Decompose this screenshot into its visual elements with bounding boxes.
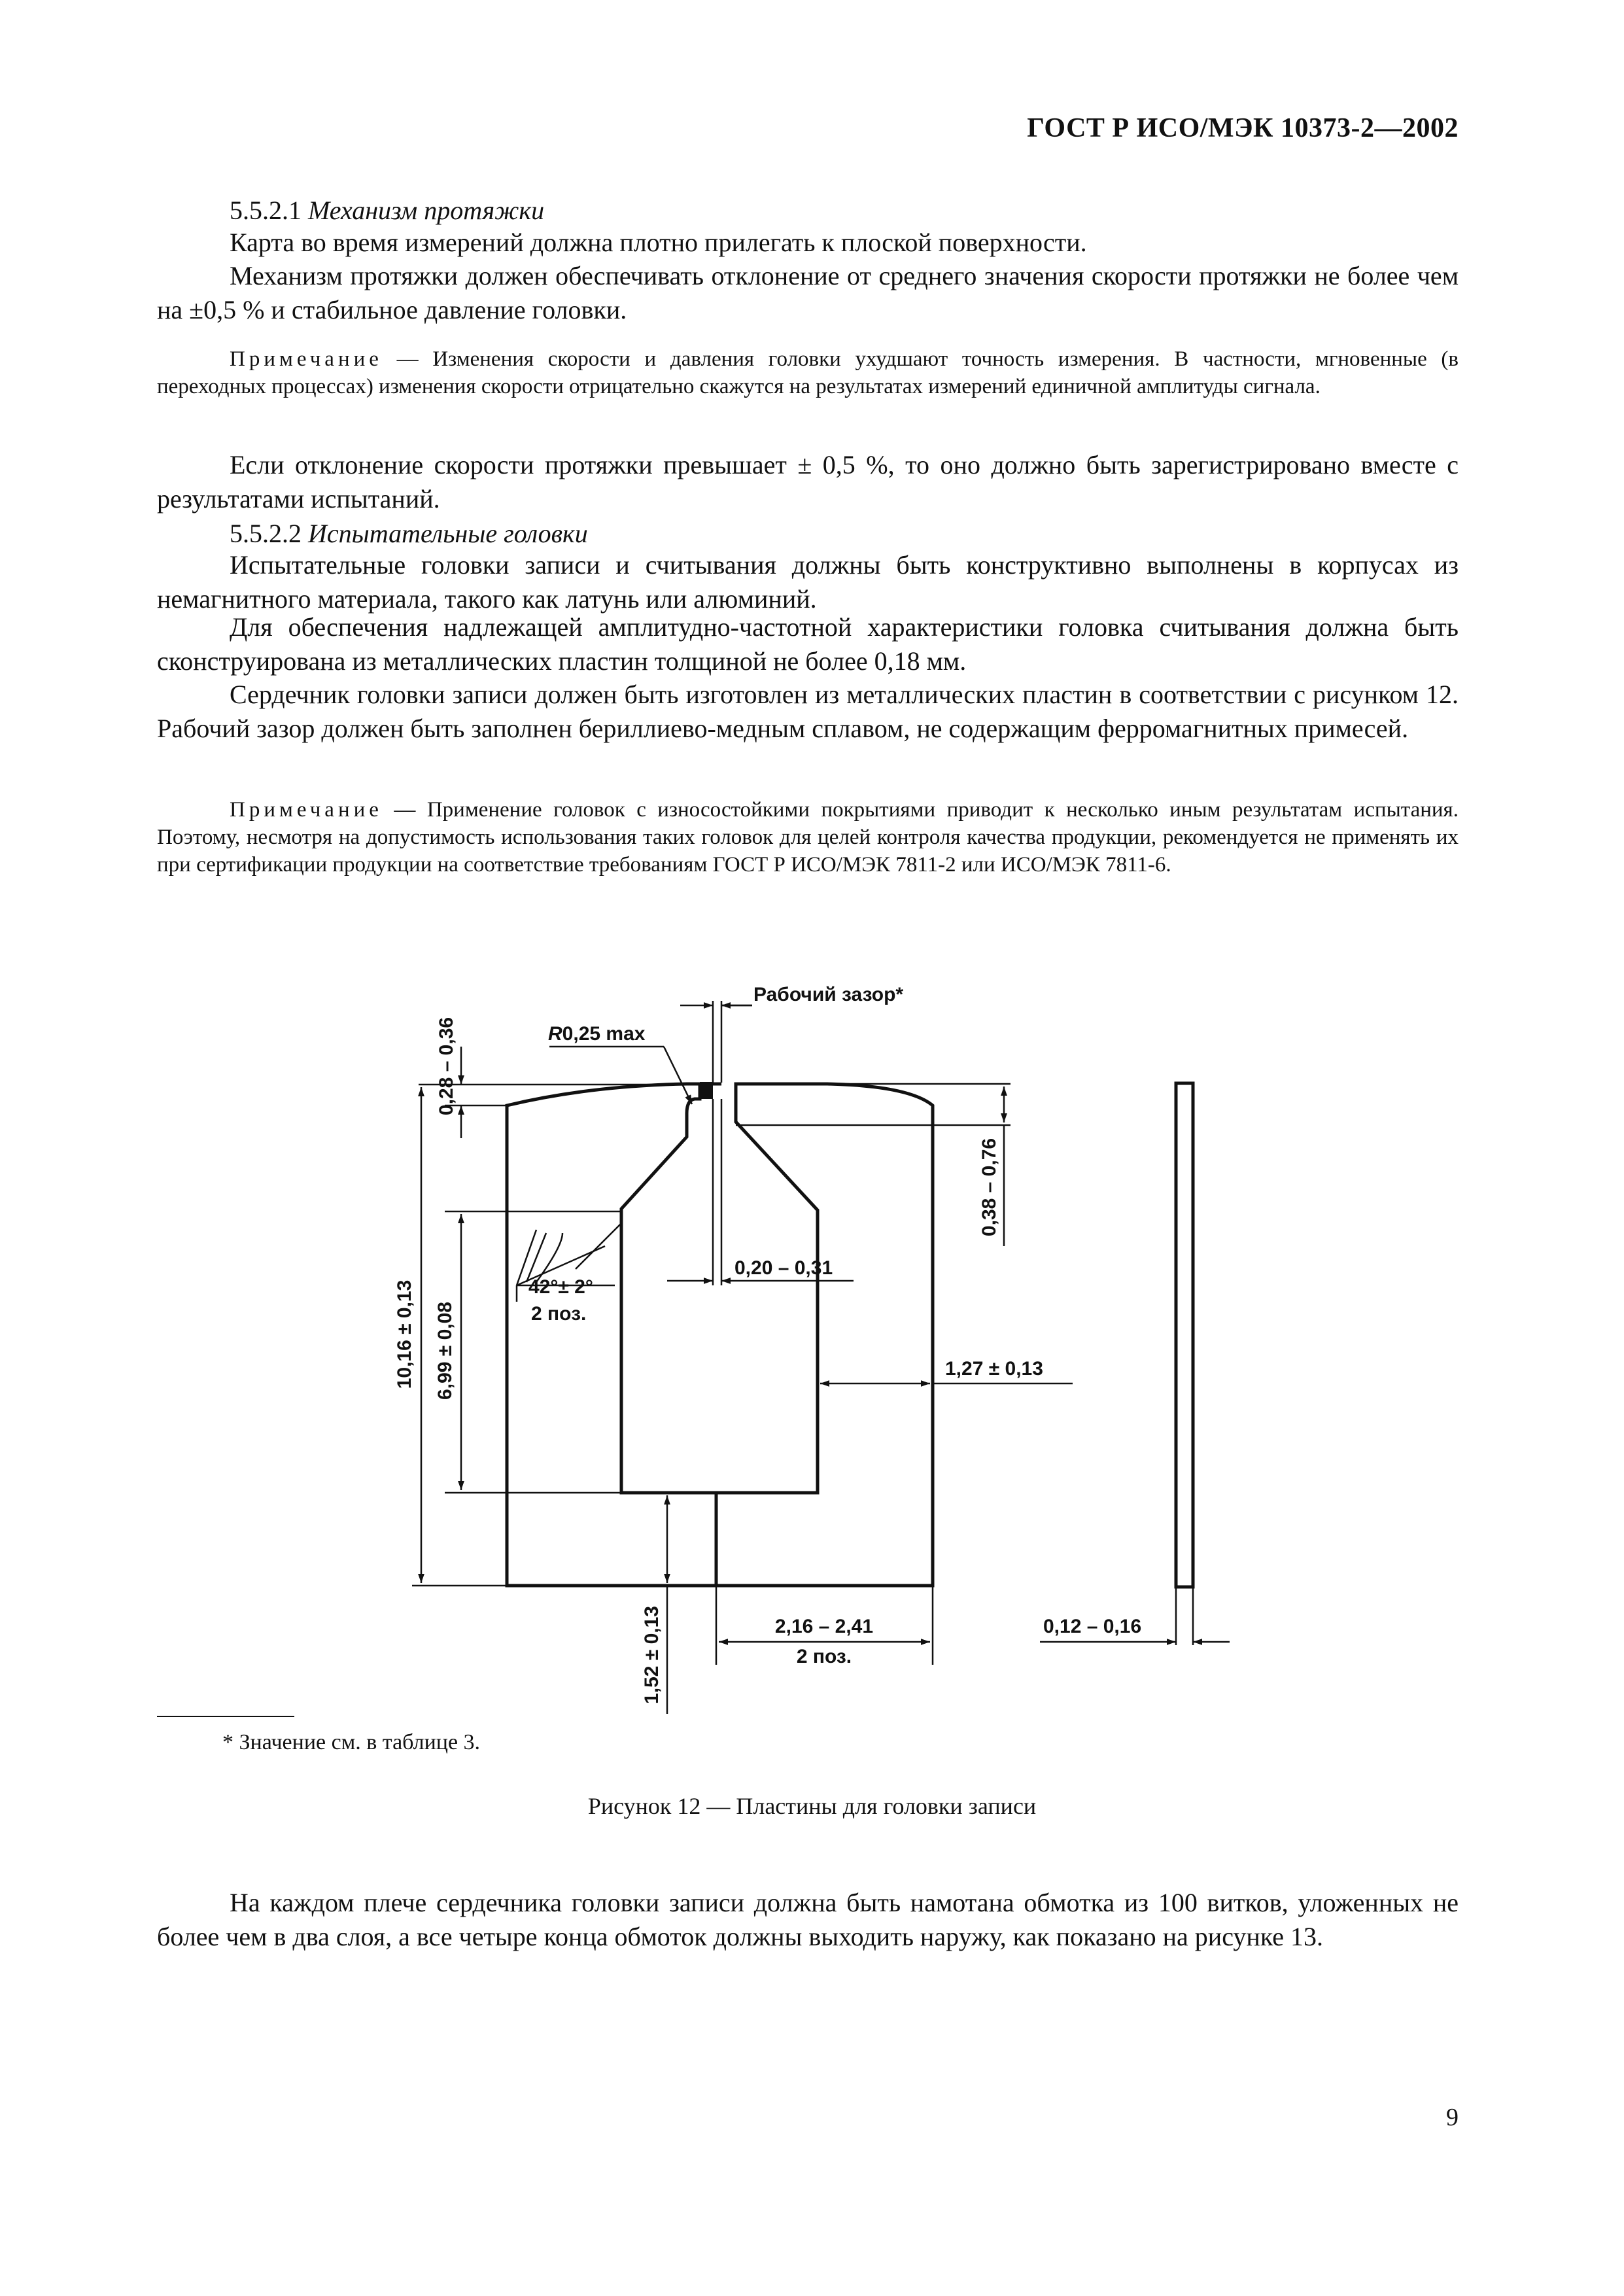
leg-width-label: 1,27 ± 0,13 [945, 1358, 1043, 1380]
paragraph: Карта во время измерений должна плотно прилегать к плоской поверхности. [230, 228, 1087, 257]
bottom-offset-label: 1,52 ± 0,13 [641, 1606, 663, 1704]
right-offset-label: 0,38 – 0,76 [978, 1138, 1000, 1237]
section-title: Испытательные головки [308, 519, 588, 548]
total-height-label: 10,16 ± 0,13 [394, 1279, 415, 1389]
angle-label: 42°± 2° [528, 1276, 593, 1298]
page-number: 9 [1446, 2104, 1459, 2131]
section-number: 5.5.2.1 [230, 196, 302, 225]
figure-caption: Рисунок 12 — Пластины для головки записи [587, 1793, 1037, 1819]
section-number: 5.5.2.2 [230, 519, 302, 548]
document-header: ГОСТ Р ИСО/МЭК 10373-2—2002 [1027, 113, 1459, 143]
note-label: Примечание [230, 798, 383, 822]
note-text: Применение головок с износостойкими покрытиями приводит к несколько иным результатам испытания. Поэтому, несмотря на допустимость использования таких головок для целей контроля качества продукции, рекомендуется не применять их при сертификации продукции на соответствие требованиям ГОСТ Р ИСО/МЭК 7811-2 или ИСО/МЭК 7811-6. [157, 798, 1459, 877]
paragraph: Испытательные головки записи и считывания должны быть конструктивно выполнены в корпусах из немагнитного материала, такого как латунь или алюминий. [157, 550, 1459, 614]
plate-outline [507, 1084, 933, 1586]
top-offset-label: 0,28 – 0,36 [436, 1017, 457, 1116]
gap-width-label: 0,20 – 0,31 [734, 1257, 833, 1279]
note-label: Примечание [230, 347, 383, 371]
section-title: Механизм протяжки [308, 196, 545, 225]
radius-value: 0,25 max [562, 1023, 646, 1045]
note-text: Изменения скорости и давления головки ухудшают точность измерения. В частности, мгновенные (в переходных процессах) изменения скорости отрицательно скажутся на результатах измерений единичной амплитуды сигнала. [157, 347, 1459, 398]
note-dash: — [382, 798, 427, 822]
paragraph: Сердечник головки записи должен быть изготовлен из металлических пластин в соответствии с рисунком 12. Рабочий зазор должен быть заполнен бериллиево-медным сплавом, не содержащим ферромагнитных примесей. [157, 680, 1459, 743]
thickness-label: 0,12 – 0,16 [1043, 1616, 1142, 1637]
paragraph: Для обеспечения надлежащей амплитудно-частотной характеристики головка считывания должна быть сконструирована из металлических пластин толщиной не более 0,18 мм. [157, 612, 1459, 676]
radius-label [548, 1023, 646, 1045]
base-width-label: 2,16 – 2,41 [774, 1616, 874, 1637]
radius-r: R [548, 1023, 562, 1045]
paragraph: На каждом плече сердечника головки записи должна быть намотана обмотка из 100 витков, уложенных не более чем в два слоя, а все четыре конца обмоток должны выходить наружу, как показано на рисунке 13. [157, 1888, 1459, 1951]
footnote-rule [157, 1716, 294, 1717]
gap-fill [700, 1082, 713, 1099]
plate-side-view [1176, 1083, 1193, 1587]
window-height-label: 6,99 ± 0,08 [434, 1302, 456, 1400]
angle-count-label: 2 поз. [531, 1303, 587, 1325]
paragraph: Если отклонение скорости протяжки превышает ± 0,5 %, то оно должно быть зарегистрировано вместе с результатами испытаний. [157, 450, 1459, 513]
paragraph: Механизм протяжки должен обеспечивать отклонение от среднего значения скорости протяжки не более чем на ±0,5 % и стабильное давление головки. [157, 261, 1459, 324]
footnote: * Значение см. в таблице 3. [222, 1730, 481, 1754]
gap-label: Рабочий зазор* [753, 984, 904, 1005]
note-dash: — [382, 347, 433, 371]
base-count-label: 2 поз. [796, 1646, 852, 1667]
dimension-arrows [421, 1005, 1230, 1714]
